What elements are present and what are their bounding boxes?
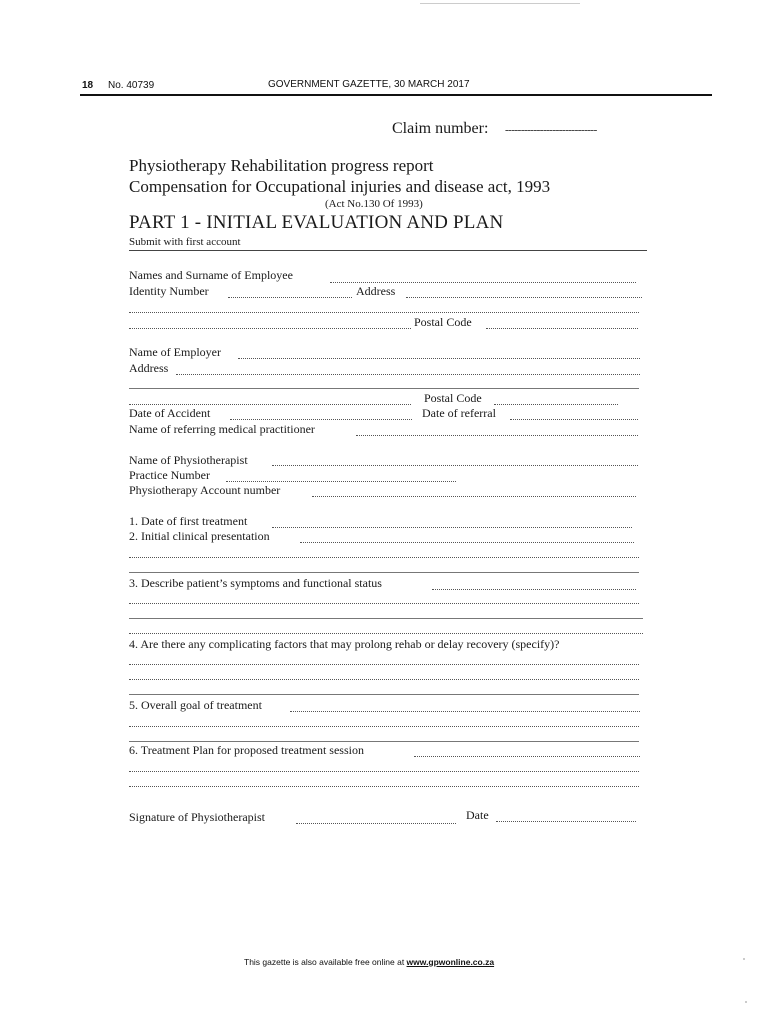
physiotherapist-name-label: Name of Physiotherapist: [129, 453, 248, 467]
postal-code-label: Postal Code: [414, 315, 472, 329]
q6-label: 6. Treatment Plan for proposed treatment session: [129, 743, 364, 757]
claim-number-field[interactable]: -----------------------------: [505, 124, 597, 136]
submit-note: Submit with first account: [129, 236, 241, 248]
section-rule: [129, 250, 647, 251]
practice-number-label: Practice Number: [129, 468, 210, 482]
practice-number-field[interactable]: [226, 481, 456, 482]
claim-number-label: Claim number:: [392, 120, 489, 137]
date-of-accident-label: Date of Accident: [129, 406, 211, 420]
date-field[interactable]: [496, 821, 636, 822]
q6-line-3[interactable]: [129, 786, 639, 787]
employer-address-label: Address: [129, 361, 169, 375]
q2-line-3[interactable]: [129, 572, 639, 573]
report-title: Physiotherapy Rehabilitation progress report: [129, 156, 434, 175]
q3-line-3[interactable]: [129, 618, 643, 619]
employer-name-label: Name of Employer: [129, 345, 221, 359]
footer-text: This gazette is also available free online at: [244, 957, 407, 967]
q4-label: 4. Are there any complicating factors that may prolong rehab or delay recovery (specify)?: [129, 637, 560, 651]
employer-postal-code-label: Postal Code: [424, 391, 482, 405]
employer-address-line-2[interactable]: [129, 388, 639, 389]
account-number-label: Physiotherapy Account number: [129, 483, 281, 497]
q5-line-2[interactable]: [129, 726, 639, 727]
date-of-accident-field[interactable]: [230, 419, 412, 420]
header-rule: [80, 94, 712, 96]
date-of-referral-field[interactable]: [510, 419, 638, 420]
q4-line-2[interactable]: [129, 679, 639, 680]
identity-number-label: Identity Number: [129, 284, 209, 298]
address-line-2[interactable]: [129, 312, 639, 313]
scan-speck: [745, 1001, 747, 1003]
referring-practitioner-field[interactable]: [356, 435, 638, 436]
gazette-footer: [244, 957, 494, 967]
employer-name-field[interactable]: [238, 358, 640, 359]
employer-postal-code-field[interactable]: [494, 404, 618, 405]
postal-code-field[interactable]: [486, 328, 638, 329]
scan-artifact-line: [420, 3, 580, 4]
act-title: Compensation for Occupational injuries and disease act, 1993: [129, 177, 551, 196]
q4-line-1[interactable]: [129, 664, 639, 665]
q3-line-2[interactable]: [129, 603, 639, 604]
q4-line-3[interactable]: [129, 694, 639, 695]
q1-label: 1. Date of first treatment: [129, 514, 248, 528]
account-number-field[interactable]: [312, 496, 636, 497]
q5-field[interactable]: [290, 711, 640, 712]
q6-field[interactable]: [414, 756, 640, 757]
address-line-3[interactable]: [129, 328, 411, 329]
q5-line-3[interactable]: [129, 741, 639, 742]
signature-label: Signature of Physiotherapist: [129, 810, 265, 824]
date-label: Date: [466, 808, 489, 822]
date-of-referral-label: Date of referral: [422, 406, 496, 420]
q2-line-2[interactable]: [129, 557, 639, 558]
signature-field[interactable]: [296, 823, 456, 824]
address-label: Address: [356, 284, 396, 298]
employer-address-field[interactable]: [176, 374, 640, 375]
employer-address-line-3[interactable]: [129, 404, 411, 405]
act-reference: (Act No.130 Of 1993): [325, 198, 423, 210]
q3-line-4[interactable]: [129, 633, 643, 634]
q2-label: 2. Initial clinical presentation: [129, 529, 270, 543]
q5-label: 5. Overall goal of treatment: [129, 698, 262, 712]
address-field[interactable]: [406, 297, 642, 298]
q3-field[interactable]: [432, 589, 636, 590]
referring-practitioner-label: Name of referring medical practitioner: [129, 422, 315, 436]
employee-name-label: Names and Surname of Employee: [129, 268, 293, 282]
issue-number: No. 40739: [108, 80, 155, 91]
identity-number-field[interactable]: [228, 297, 352, 298]
q1-field[interactable]: [272, 527, 632, 528]
physiotherapist-name-field[interactable]: [272, 465, 638, 466]
employee-name-field[interactable]: [330, 282, 636, 283]
q6-line-2[interactable]: [129, 771, 639, 772]
part-heading: PART 1 - INITIAL EVALUATION AND PLAN: [129, 212, 504, 233]
q2-field[interactable]: [300, 542, 634, 543]
gazette-title: GOVERNMENT GAZETTE, 30 MARCH 2017: [268, 79, 470, 90]
scan-speck: [743, 958, 745, 960]
q3-label: 3. Describe patient’s symptoms and functional status: [129, 576, 382, 590]
footer-link[interactable]: www.gpwonline.co.za: [406, 957, 495, 967]
page-number: 18: [82, 80, 94, 91]
